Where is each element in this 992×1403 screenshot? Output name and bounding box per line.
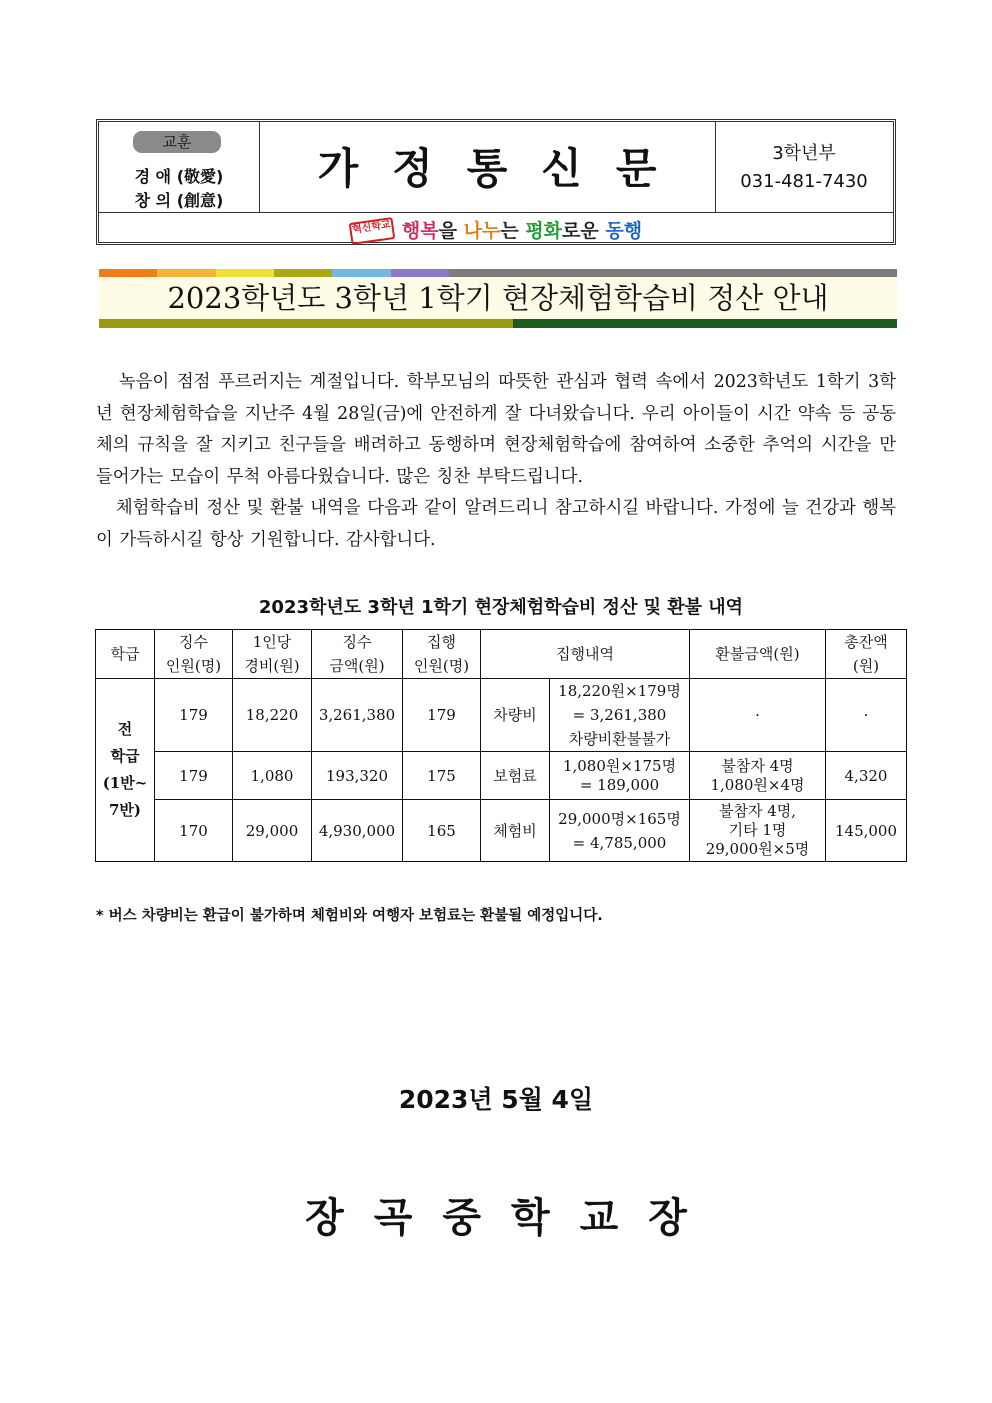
- item-cell: 차량비: [481, 679, 550, 752]
- collect-amount-cell: 4,930,000: [312, 800, 403, 862]
- collect-count-cell: 170: [155, 800, 233, 862]
- motto-line-1: 경 애 (敬愛): [134, 167, 224, 186]
- collect-count-cell: 179: [155, 679, 233, 752]
- balance-cell: ·: [826, 679, 907, 752]
- motto-line-2: 창 의 (創意): [134, 191, 224, 210]
- slogan-particle-3: 로운: [562, 220, 606, 242]
- exec-count-cell: 175: [403, 752, 481, 800]
- banner-color-bar-bottom: [99, 319, 897, 328]
- title-cell: [259, 122, 716, 212]
- newsletter-title: 가정통신문: [317, 144, 691, 193]
- slogan-particle-1: 을: [438, 220, 464, 242]
- refund-cell: 불참자 4명 1,080원×4명: [690, 752, 826, 800]
- refund-cell: 불참자 4명, 기타 1명 29,000원×5명: [690, 800, 826, 862]
- header-top-row: [99, 122, 893, 213]
- issue-date: 2023년 5월 4일: [398, 1085, 594, 1114]
- header-grade: 학급: [96, 630, 155, 679]
- header-per-person: 1인당 경비(원): [233, 630, 312, 679]
- banner-color-bar-top: [99, 269, 897, 277]
- motto-badge: 교훈: [133, 131, 221, 153]
- table-title: 2023학년도 3학년 1학기 현장체험학습비 정산 및 환불 내역: [258, 597, 744, 618]
- header-collect-amount: 징수 금액(원): [312, 630, 403, 679]
- balance-cell: 4,320: [826, 752, 907, 800]
- body-paragraph-2: [96, 493, 896, 556]
- detail-cell: 29,000명×165명 = 4,785,000: [550, 800, 690, 862]
- balance-cell: 145,000: [826, 800, 907, 862]
- collect-count-cell: 179: [155, 752, 233, 800]
- per-person-cell: 18,220: [233, 679, 312, 752]
- department-name: 3학년부: [772, 143, 836, 164]
- grade-cell: 전 학급 (1반~ 7반): [96, 679, 155, 862]
- header-exec-count: 집행 인원(명): [403, 630, 481, 679]
- school-motto: [99, 122, 260, 212]
- exec-count-cell: 179: [403, 679, 481, 752]
- slogan-word-share: 나누: [463, 220, 501, 242]
- header-collect-count: 징수 인원(명): [155, 630, 233, 679]
- table-row: [96, 800, 907, 862]
- table-row: [96, 752, 907, 800]
- slogan-word-peace: 평화: [525, 220, 563, 242]
- school-principal: 장곡중학교장: [305, 1195, 717, 1241]
- body-paragraph-2-text: 체험학습비 정산 및 환불 내역을 다음과 같이 알려드리니 참고하시길 바랍니다. 가정에 늘 건강과 행복이 가득하시길 항상 기원합니다. 감사합니다.: [96, 498, 896, 550]
- table-note: * 버스 차량비는 환급이 불가하며 체험비와 여행자 보험료는 환불될 예정입니다.: [96, 908, 603, 924]
- detail-cell: 18,220원×179명 = 3,261,380 차량비환불불가: [550, 679, 690, 752]
- department-phone: 031-481-7430: [740, 171, 868, 192]
- slogan: [99, 216, 893, 243]
- body-paragraph-1-text: 녹음이 점점 푸르러지는 계절입니다. 학부모님의 따뜻한 관심과 협력 속에서 2023학년도 1학기 3학년 현장체험학습을 지난주 4월 28일(금)에 안전하게 잘 다녀왔습니다. 우리 아이들이 시간 약속 등 공동체의 규칙을 잘 지키고 친구들을 배려하고 동행하며 현장체험학습에 참여하여 소중한 추억의 시간을 만들어가는 모습이 무척 아름다웠습니다. 많은 칭찬 부탁드립니다.: [96, 372, 896, 487]
- header-exec-detail: 집행내역: [481, 630, 690, 679]
- slogan-word-companion: 동행: [605, 220, 643, 242]
- detail-cell: 1,080원×175명 = 189,000: [550, 752, 690, 800]
- per-person-cell: 1,080: [233, 752, 312, 800]
- item-cell: 보험료: [481, 752, 550, 800]
- slogan-word-happiness: 행복: [401, 220, 439, 242]
- header-refund: 환불금액(원): [690, 630, 826, 679]
- newsletter-header: [96, 119, 896, 245]
- department-info: [715, 122, 893, 212]
- per-person-cell: 29,000: [233, 800, 312, 862]
- table-row: [96, 679, 907, 752]
- settlement-table: [95, 629, 907, 862]
- innovation-school-stamp-icon: 혁신학교: [349, 217, 396, 245]
- collect-amount-cell: 193,320: [312, 752, 403, 800]
- table-header-row: [96, 630, 907, 679]
- body-paragraph-1: [96, 367, 896, 493]
- header-balance: 총잔액 (원): [826, 630, 907, 679]
- refund-cell: ·: [690, 679, 826, 752]
- header-slogan-row: [99, 212, 893, 242]
- item-cell: 체험비: [481, 800, 550, 862]
- slogan-particle-2: 는: [500, 220, 526, 242]
- exec-count-cell: 165: [403, 800, 481, 862]
- main-title-banner: 2023학년도 3학년 1학기 현장체험학습비 정산 안내: [99, 277, 897, 319]
- collect-amount-cell: 3,261,380: [312, 679, 403, 752]
